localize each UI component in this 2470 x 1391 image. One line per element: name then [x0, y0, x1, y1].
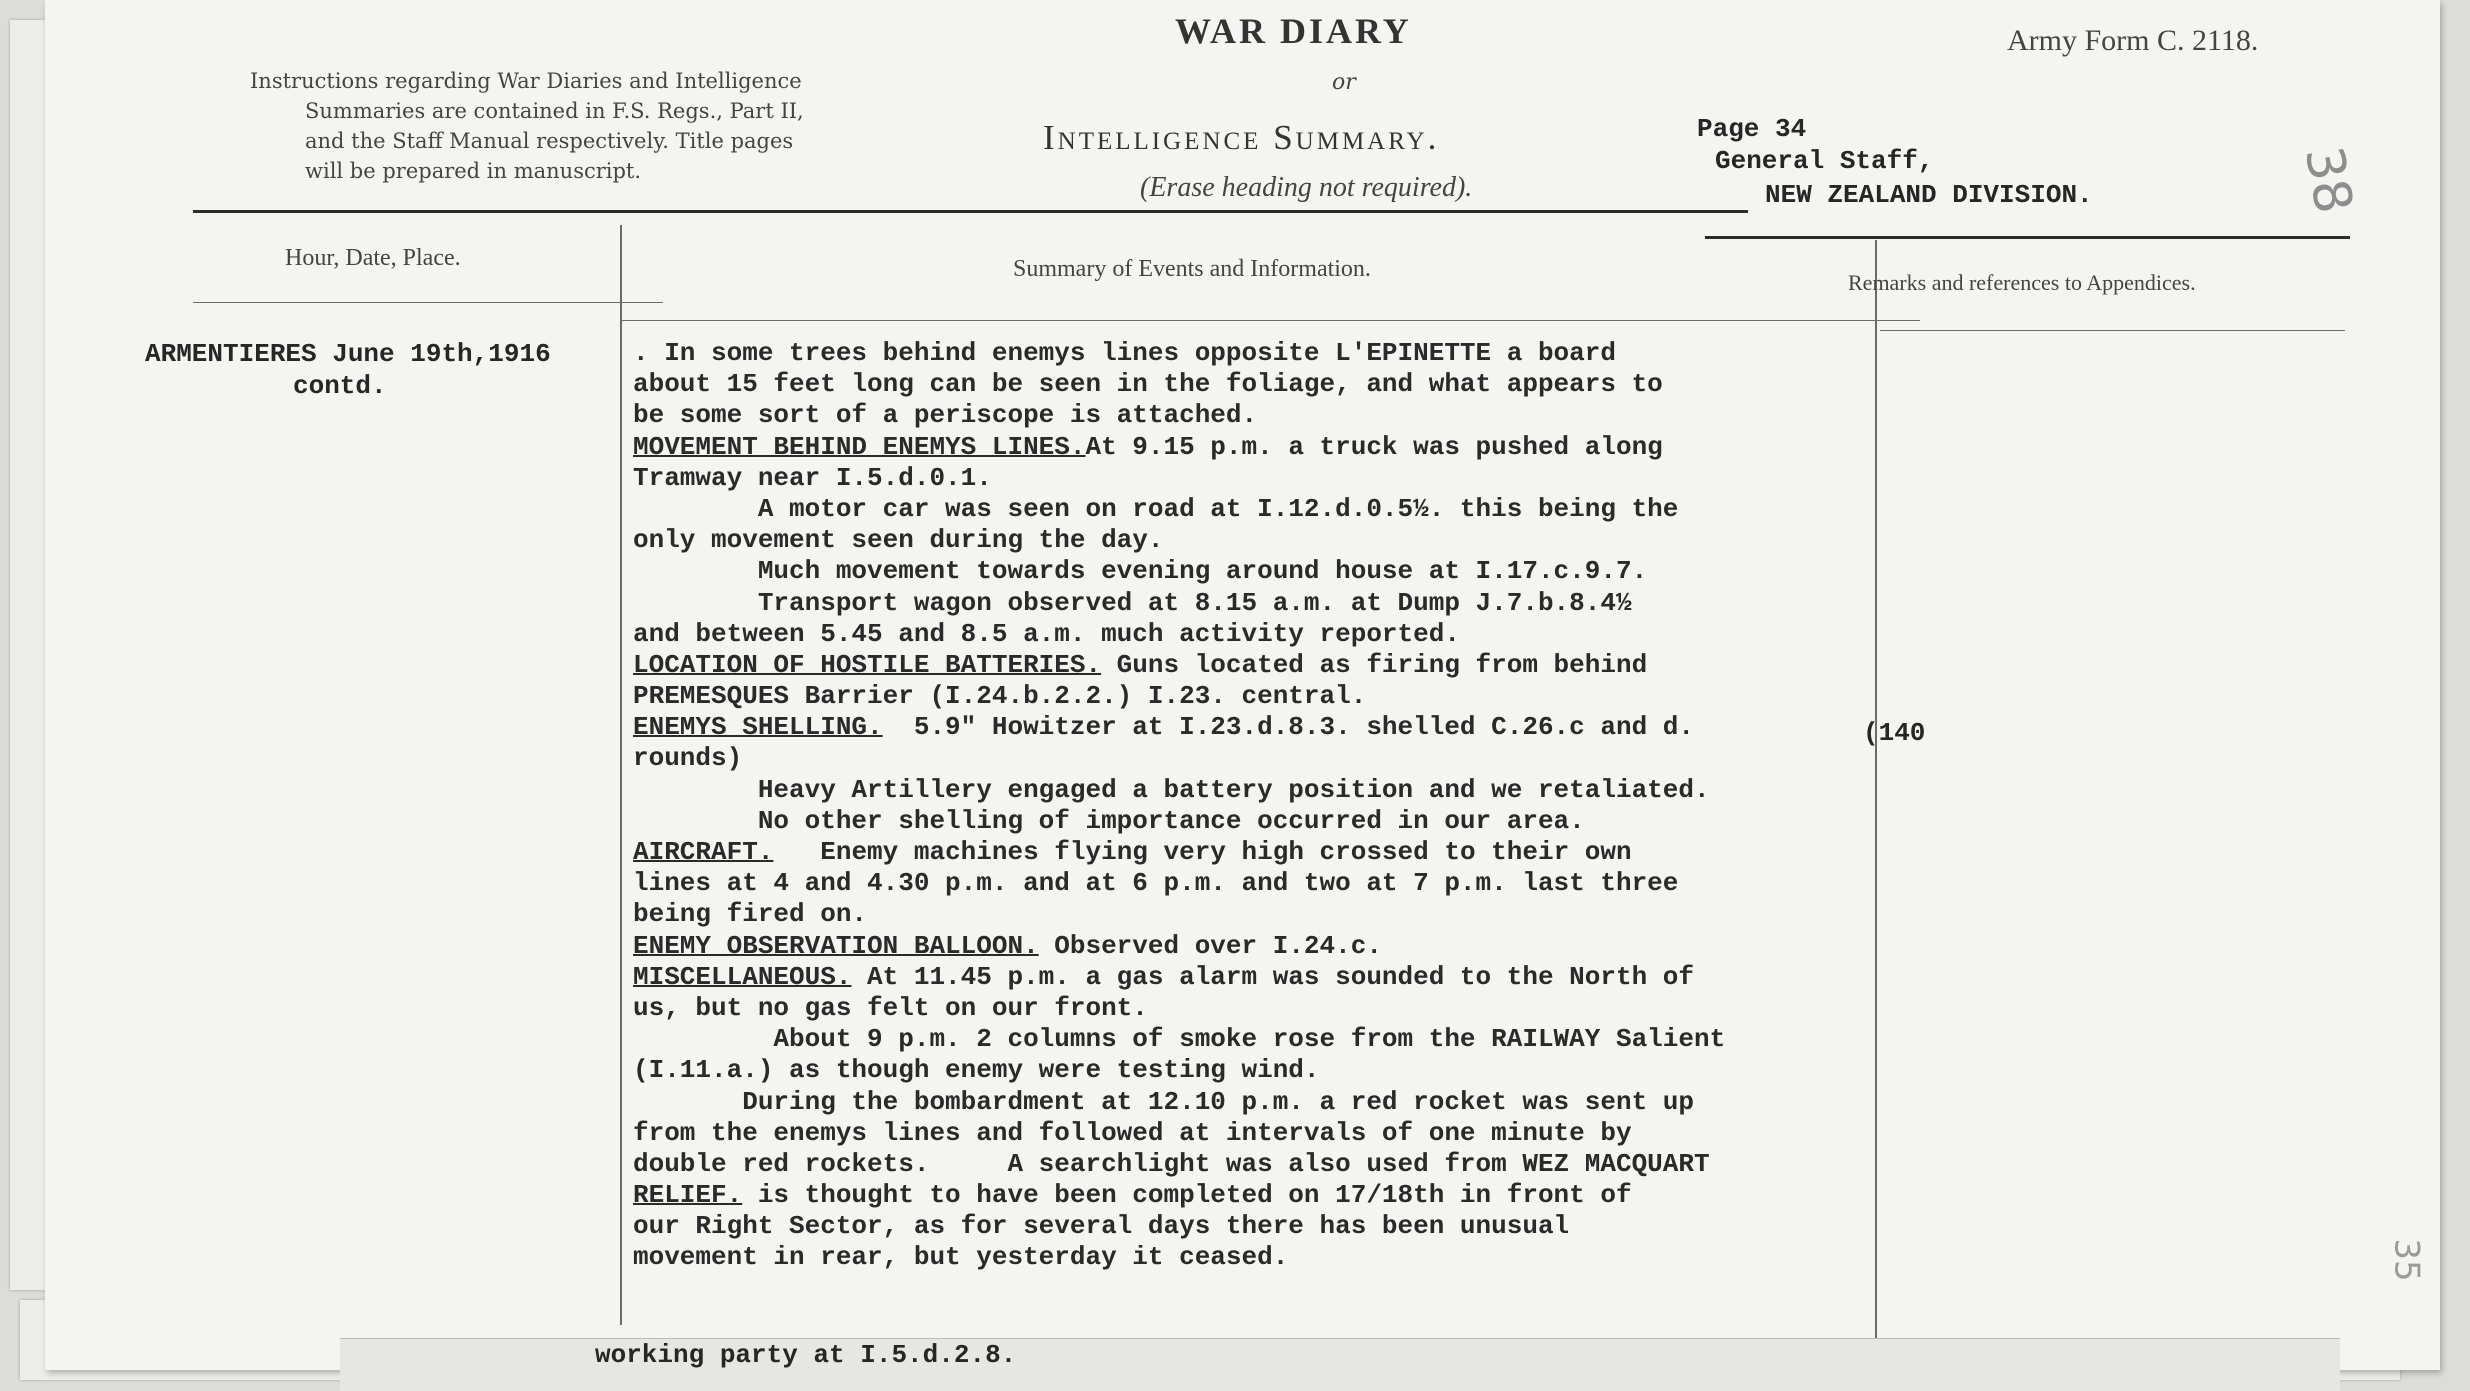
summary-text: At 11.45 p.m. a gas alarm was sounded to the North of — [851, 961, 1694, 992]
pencil-annotation-38: 38 — [2292, 142, 2364, 218]
summary-text: be some sort of a periscope is attached. — [633, 400, 1258, 431]
summary-text: During the bombardment at 12.10 p.m. a red rocket was sent up — [633, 1086, 1694, 1117]
summary-line — [633, 525, 1725, 556]
instructions-line: Instructions regarding War Diaries and Intelligence — [250, 69, 802, 93]
summary-text: only movement seen during the day. — [633, 525, 1164, 556]
summary-line — [633, 1242, 1725, 1273]
army-form-number: Army Form C. 2118. — [2007, 24, 2259, 57]
summary-text: about 15 feet long can be seen in the foliage, and what appears to — [633, 369, 1663, 400]
summary-text: our Right Sector, as for several days there has been unusual — [633, 1211, 1570, 1242]
instructions-line: Summaries are contained in F.S. Regs., Part II, — [305, 99, 804, 123]
column-divider-1 — [620, 225, 622, 1325]
entry-place-date — [145, 338, 551, 402]
instructions-block — [250, 66, 804, 186]
section-heading: LOCATION OF HOSTILE BATTERIES. — [633, 649, 1102, 680]
summary-line — [633, 681, 1725, 712]
summary-text: Tramway near I.5.d.0.1. — [633, 462, 992, 493]
section-heading: ENEMY OBSERVATION BALLOON. — [633, 930, 1039, 961]
section-heading: AIRCRAFT. — [633, 837, 774, 867]
summary-text: . In some trees behind enemys lines opposite L'EPINETTE a board — [633, 338, 1616, 368]
summary-text: Transport wagon observed at 8.15 a.m. at Dump J.7.b.8.4½ — [633, 587, 1632, 618]
summary-line — [633, 899, 1725, 930]
unit-line-2: NEW ZEALAND DIVISION. — [1765, 180, 2093, 210]
summary-line — [633, 432, 1725, 463]
summary-line — [633, 1118, 1725, 1149]
column-header-hour-date-place: Hour, Date, Place. — [285, 245, 461, 271]
summary-text: Observed over I.24.c. — [1038, 930, 1382, 961]
summary-line — [633, 1024, 1725, 1055]
place-contd: contd. — [293, 371, 387, 401]
form-or: or — [1332, 70, 1356, 95]
erase-note: (Erase heading not required). — [1140, 172, 1473, 203]
pencil-annotation-35: 35 — [2386, 1238, 2427, 1282]
summary-text: movement in rear, but yesterday it ceased. — [633, 1242, 1289, 1273]
page-number: Page 34 — [1697, 114, 1807, 144]
summary-line — [633, 806, 1725, 837]
section-heading: MOVEMENT BEHIND ENEMYS LINES. — [633, 431, 1086, 462]
war-diary-sheet — [45, 0, 2440, 1370]
header-rule-right — [1705, 236, 2350, 239]
summary-line — [633, 400, 1725, 431]
summary-text: from the enemys lines and followed at intervals of one minute by — [633, 1117, 1632, 1148]
header-rule-left — [193, 210, 1748, 213]
summary-text: 5.9" Howitzer at I.23.d.8.3. shelled C.26.c and d. — [882, 712, 1694, 743]
summary-line — [633, 743, 1725, 774]
summary-text: and between 5.45 and 8.5 a.m. much activity reported. — [633, 618, 1460, 649]
next-page-text: working party at I.5.d.2.8. — [595, 1340, 1017, 1370]
summary-text: No other shelling of importance occurred in our area. — [633, 805, 1585, 836]
place-line: ARMENTIERES June 19th,1916 — [145, 339, 551, 369]
summary-line — [633, 369, 1725, 400]
form-title: WAR DIARY — [1175, 11, 1412, 51]
summary-line — [633, 556, 1725, 587]
summary-line — [633, 338, 1725, 369]
summary-text: Much movement towards evening around house at I.17.c.9.7. — [633, 556, 1648, 587]
summary-line — [633, 868, 1725, 899]
summary-text: (I.11.a.) as though enemy were testing wind. — [633, 1055, 1320, 1086]
summary-line — [633, 1055, 1725, 1086]
remarks-entry: (140 — [1863, 718, 1926, 748]
summary-text: PREMESQUES Barrier (I.24.b.2.2.) I.23. central. — [633, 681, 1367, 712]
summary-text: A motor car was seen on road at I.12.d.0.5½. this being the — [633, 493, 1679, 524]
column-divider-2 — [1875, 240, 1877, 1350]
entry-summary-text — [633, 338, 1725, 1274]
summary-text: Heavy Artillery engaged a battery position and we retaliated. — [633, 774, 1710, 805]
summary-line — [633, 650, 1725, 681]
summary-line — [633, 837, 1725, 868]
summary-line — [633, 712, 1725, 743]
summary-line — [633, 619, 1725, 650]
summary-line — [633, 1149, 1725, 1180]
summary-line — [633, 931, 1725, 962]
summary-text: double red rockets. A searchlight was also used from WEZ MACQUART — [633, 1148, 1710, 1179]
column-head-rule-2 — [620, 320, 1920, 321]
instructions-line: and the Staff Manual respectively. Title pages — [305, 129, 794, 153]
summary-line — [633, 1180, 1725, 1211]
summary-line — [633, 1211, 1725, 1242]
summary-line — [633, 1087, 1725, 1118]
summary-line — [633, 962, 1725, 993]
column-head-rule-1 — [193, 302, 663, 303]
section-heading: RELIEF. — [633, 1180, 743, 1211]
summary-text: is thought to have been completed on 17/18th in front of — [742, 1180, 1632, 1211]
form-subtitle: Intelligence Summary. — [1043, 118, 1440, 157]
summary-text: Enemy machines flying very high crossed to their own — [773, 837, 1632, 867]
summary-text: us, but no gas felt on our front. — [633, 992, 1148, 1023]
instructions-line: will be prepared in manuscript. — [305, 159, 642, 183]
summary-text: Guns located as firing from behind — [1101, 649, 1648, 680]
summary-text: At 9.15 p.m. a truck was pushed along — [1085, 431, 1663, 462]
column-head-rule-3 — [1880, 330, 2345, 331]
summary-text: lines at 4 and 4.30 p.m. and at 6 p.m. and two at 7 p.m. last three — [633, 868, 1679, 899]
section-heading: MISCELLANEOUS. — [633, 961, 852, 992]
column-header-summary: Summary of Events and Information. — [1013, 256, 1371, 282]
summary-line — [633, 463, 1725, 494]
summary-line — [633, 588, 1725, 619]
summary-text: About 9 p.m. 2 columns of smoke rose from the RAILWAY Salient — [633, 1024, 1726, 1055]
summary-line — [633, 993, 1725, 1024]
summary-text: being fired on. — [633, 899, 868, 930]
section-heading: ENEMYS SHELLING. — [633, 712, 883, 743]
column-header-remarks: Remarks and references to Appendices. — [1848, 270, 2196, 295]
summary-line — [633, 494, 1725, 525]
summary-text: rounds) — [633, 743, 743, 774]
summary-line — [633, 775, 1725, 806]
unit-line-1: General Staff, — [1715, 146, 1934, 176]
